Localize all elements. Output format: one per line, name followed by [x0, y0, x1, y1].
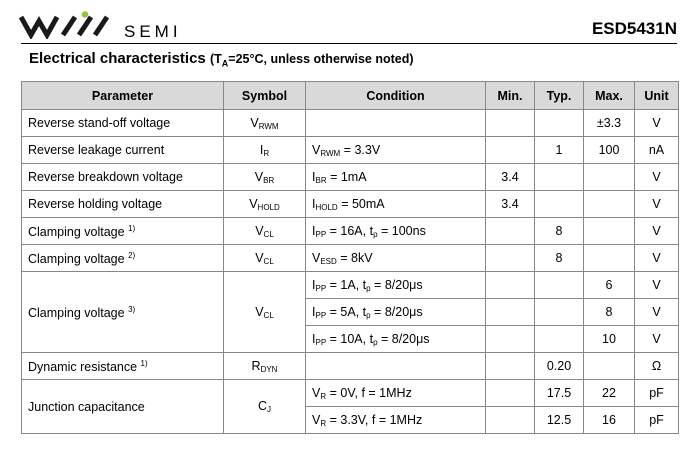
min-cell: [486, 218, 535, 245]
typ-cell: [535, 272, 584, 299]
param-cell: Reverse leakage current: [22, 137, 224, 164]
section-title: [29, 50, 414, 69]
company-logo-icon: [19, 11, 219, 39]
min-cell: [486, 326, 535, 353]
unit-cell: Ω: [635, 353, 679, 380]
symbol-cell: $V_{CL}$: [224, 245, 306, 272]
param-cell: Reverse holding voltage: [22, 191, 224, 218]
min-cell: [486, 299, 535, 326]
min-cell: [486, 380, 535, 407]
max-cell: [584, 191, 635, 218]
col-header: Parameter: [22, 82, 224, 110]
max-cell: 22: [584, 380, 635, 407]
min-cell: [486, 137, 535, 164]
col-header: Max.: [584, 82, 635, 110]
unit-cell: V: [635, 164, 679, 191]
col-header: Typ.: [535, 82, 584, 110]
unit-cell: nA: [635, 137, 679, 164]
typ-cell: 0.20: [535, 353, 584, 380]
table-row: [22, 353, 679, 380]
unit-cell: V: [635, 326, 679, 353]
brand-name: SEMI: [124, 22, 182, 41]
symbol-cell: $V_{HOLD}$: [224, 191, 306, 218]
unit-cell: pF: [635, 407, 679, 434]
table-row: [22, 245, 679, 272]
typ-cell: [535, 110, 584, 137]
param-cell: Junction capacitance: [22, 380, 224, 434]
col-header: Condition: [306, 82, 486, 110]
param-cell: Dynamic resistance $^{1)}$: [22, 353, 224, 380]
min-cell: 3.4: [486, 164, 535, 191]
section-title-text: Electrical characteristics: [29, 50, 206, 67]
param-cell: Reverse stand-off voltage: [22, 110, 224, 137]
max-cell: 8: [584, 299, 635, 326]
col-header: Min.: [486, 82, 535, 110]
max-cell: [584, 245, 635, 272]
typ-cell: [535, 299, 584, 326]
table-row: [22, 191, 679, 218]
param-cell: Clamping voltage $^{3)}$: [22, 272, 224, 353]
typ-cell: 12.5: [535, 407, 584, 434]
typ-cell: 8: [535, 245, 584, 272]
condition-cell: $I_{BR} = 1mA$: [306, 164, 486, 191]
min-cell: [486, 407, 535, 434]
unit-cell: V: [635, 272, 679, 299]
table-header-row: [22, 82, 679, 110]
max-cell: [584, 218, 635, 245]
unit-cell: V: [635, 110, 679, 137]
param-cell: Reverse breakdown voltage: [22, 164, 224, 191]
condition-cell: [306, 353, 486, 380]
unit-cell: V: [635, 245, 679, 272]
typ-cell: [535, 326, 584, 353]
condition-cell: [306, 110, 486, 137]
unit-cell: V: [635, 191, 679, 218]
max-cell: [584, 164, 635, 191]
condition-cell: $I_{PP} = 16A$, $t_p = 100ns$: [306, 218, 486, 245]
symbol-cell: $R_{DYN}$: [224, 353, 306, 380]
symbol-cell: $V_{CL}$: [224, 272, 306, 353]
condition-cell: $V_R = 3.3V$, f = 1MHz: [306, 407, 486, 434]
symbol-cell: $V_{BR}$: [224, 164, 306, 191]
unit-cell: V: [635, 299, 679, 326]
min-cell: [486, 353, 535, 380]
max-cell: 16: [584, 407, 635, 434]
symbol-cell: $C_J$: [224, 380, 306, 434]
symbol-cell: $V_{CL}$: [224, 218, 306, 245]
typ-cell: [535, 164, 584, 191]
table-row: [22, 164, 679, 191]
table-row: [22, 137, 679, 164]
typ-cell: 1: [535, 137, 584, 164]
electrical-characteristics-table: [21, 81, 679, 434]
col-header: Symbol: [224, 82, 306, 110]
max-cell: 100: [584, 137, 635, 164]
condition-cell: $I_{HOLD} = 50mA$: [306, 191, 486, 218]
max-cell: 10: [584, 326, 635, 353]
col-header: Unit: [635, 82, 679, 110]
symbol-cell: $I_R$: [224, 137, 306, 164]
condition-cell: $V_R = 0V$, f = 1MHz: [306, 380, 486, 407]
param-cell: Clamping voltage $^{1)}$: [22, 218, 224, 245]
typ-cell: 17.5: [535, 380, 584, 407]
min-cell: [486, 245, 535, 272]
min-cell: [486, 272, 535, 299]
condition-cell: $V_{ESD} = 8kV$: [306, 245, 486, 272]
typ-cell: 8: [535, 218, 584, 245]
condition-cell: $I_{PP} = 5A$, $t_p = 8/20\mu s$: [306, 299, 486, 326]
section-note: ($T_A=25^\circ C$, unless otherwise noted): [209, 52, 414, 69]
table-row: [22, 110, 679, 137]
part-number: ESD5431N: [591, 19, 677, 38]
typ-cell: [535, 191, 584, 218]
unit-cell: V: [635, 218, 679, 245]
max-cell: ±3.3: [584, 110, 635, 137]
max-cell: [584, 353, 635, 380]
min-cell: [486, 110, 535, 137]
param-cell: Clamping voltage $^{2)}$: [22, 245, 224, 272]
header-divider: [21, 43, 677, 44]
min-cell: 3.4: [486, 191, 535, 218]
condition-cell: $V_{RWM} = 3.3V$: [306, 137, 486, 164]
table-row: [22, 380, 679, 407]
table-row: [22, 272, 679, 299]
table-row: [22, 218, 679, 245]
symbol-cell: $V_{RWM}$: [224, 110, 306, 137]
condition-cell: $I_{PP} = 1A$, $t_p = 8/20\mu s$: [306, 272, 486, 299]
max-cell: 6: [584, 272, 635, 299]
condition-cell: $I_{PP} = 10A$, $t_p = 8/20\mu s$: [306, 326, 486, 353]
unit-cell: pF: [635, 380, 679, 407]
